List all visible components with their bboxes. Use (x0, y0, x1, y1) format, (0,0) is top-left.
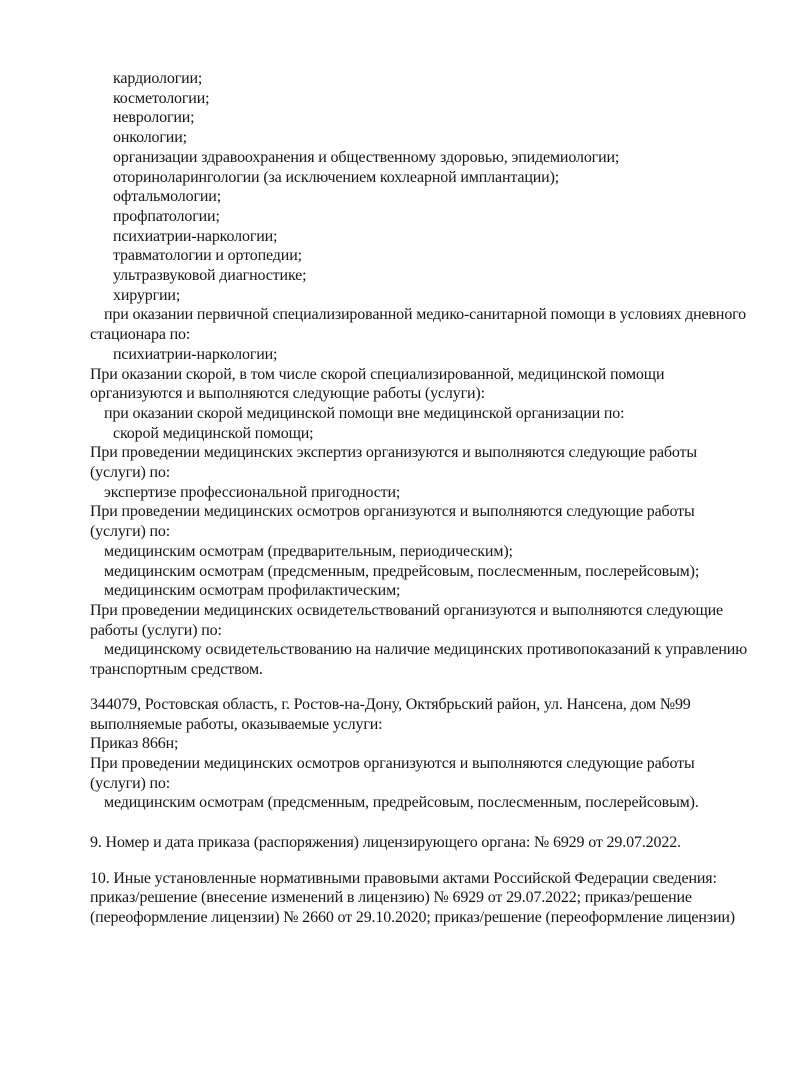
text-line: скорой медицинской помощи; (113, 424, 314, 442)
text-line: При проведении медицинских осмотров организуются и выполняются следующие работы (90, 754, 695, 772)
text-line: офтальмологии; (113, 188, 222, 206)
text-line: 10. Иные установленные нормативными правовыми актами Российской Федерации сведения: (90, 869, 717, 887)
text-line: медицинским осмотрам профилактическим; (104, 582, 401, 600)
text-line: экспертизе профессиональной пригодности; (104, 483, 401, 501)
text-line: При проведении медицинских экспертиз организуются и выполняются следующие работы (90, 444, 697, 462)
text-line: онкологии; (113, 129, 187, 147)
text-line: При проведении медицинских осмотров организуются и выполняются следующие работы (90, 503, 695, 521)
text-line: выполняемые работы, оказываемые услуги: (90, 715, 383, 733)
text-line: стационара по: (90, 326, 191, 344)
text-line: транспортным средством. (90, 661, 263, 679)
text-line: хирургии; (113, 286, 181, 304)
text-line: медицинским осмотрам (предсменным, предрейсовым, послесменным, послерейсовым). (104, 794, 699, 812)
text-line: 9. Номер и дата приказа (распоряжения) лицензирующего органа: № 6929 от 29.07.2022. (90, 834, 681, 852)
text-line: приказ/решение (внесение изменений в лицензию) № 6929 от 29.07.2022; приказ/решение (90, 889, 692, 907)
text-line: организации здравоохранения и общественному здоровью, эпидемиологии; (113, 148, 620, 166)
text-line: неврологии; (113, 109, 195, 127)
text-line: (услуги) по: (90, 523, 171, 541)
text-line: (услуги) по: (90, 774, 171, 792)
text-line: косметологии; (113, 89, 210, 107)
text-line: оториноларингологии (за исключением кохлеарной имплантации); (113, 168, 560, 186)
text-line: при оказании скорой медицинской помощи вне медицинской организации по: (104, 404, 625, 422)
text-line: работы (услуги) по: (90, 621, 222, 639)
text-line: психиатрии-наркологии; (113, 345, 278, 363)
text-line: (переоформление лицензии) № 2660 от 29.10.2020; приказ/решение (переоформление лицензии) (90, 909, 735, 927)
text-line: медицинскому освидетельствованию на наличие медицинских противопоказаний к управлению (104, 641, 748, 659)
text-line: психиатрии-наркологии; (113, 227, 278, 245)
text-line: При проведении медицинских освидетельствований организуются и выполняются следующие (90, 601, 723, 619)
text-line: Приказ 866н; (90, 735, 179, 753)
text-line: медицинским осмотрам (предварительным, периодическим); (104, 542, 513, 560)
text-line: организуются и выполняются следующие работы (услуги): (90, 385, 485, 403)
text-line: 344079, Ростовская область, г. Ростов-на-Дону, Октябрьский район, ул. Нансена, дом №99 (90, 695, 691, 713)
document-text (90, 69, 772, 928)
text-line: при оказании первичной специализированной медико-санитарной помощи в условиях дневного (104, 306, 747, 324)
text-line: кардиологии; (113, 70, 203, 87)
text-line: ультразвуковой диагностике; (113, 267, 307, 285)
text-line: профпатологии; (113, 207, 220, 225)
text-line: При оказании скорой, в том числе скорой специализированной, медицинской помощи (90, 365, 665, 383)
text-line: медицинским осмотрам (предсменным, предрейсовым, послесменным, послерейсовым); (104, 562, 700, 580)
text-line: (услуги) по: (90, 464, 171, 482)
text-line: травматологии и ортопедии; (113, 247, 302, 265)
